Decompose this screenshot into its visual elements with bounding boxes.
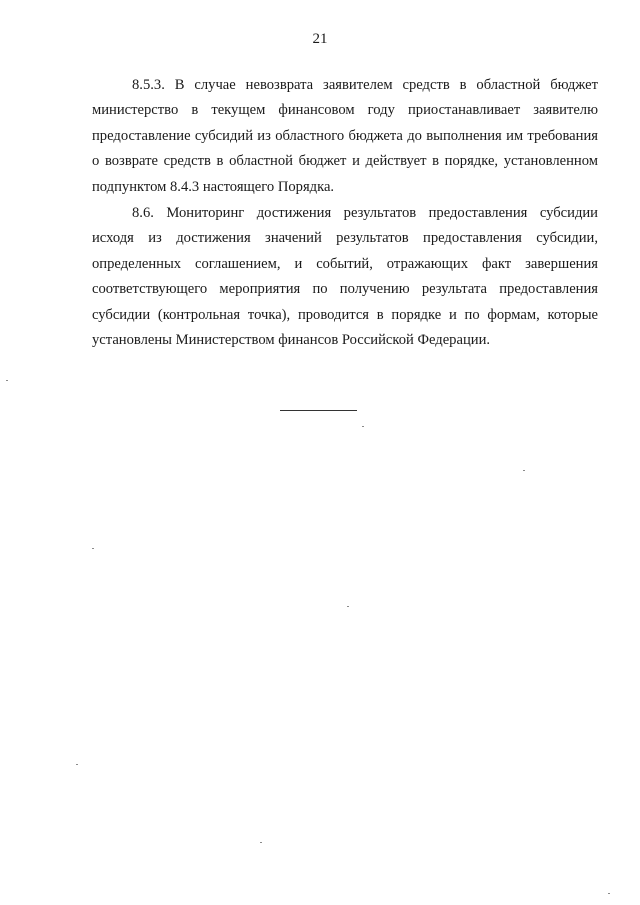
scan-speck: [6, 380, 8, 381]
scan-speck: [362, 426, 364, 427]
scan-speck: [523, 470, 525, 471]
page-number: 21: [312, 31, 328, 47]
end-of-document-rule: [280, 410, 357, 411]
scan-speck: [92, 548, 94, 549]
scan-speck: [347, 606, 349, 607]
scan-speck: [260, 842, 262, 843]
scan-speck: [76, 764, 78, 765]
paragraph-8-5-3: 8.5.3. В случае невозврата заявителем средств в областной бюджет министерство в текущем финансовом году приостанавливает заявителю предоставление субсидий из областного бюджета до выполнения им требования о возврате средств в областной бюджет и действует в порядке, установленном подпунктом 8.4.3 настоящего Порядка.: [92, 77, 598, 195]
paragraph-8-6: 8.6. Мониторинг достижения результатов предоставления субсидии исходя из достижения значений результатов предоставления субсидии, определенных соглашением, и событий, отражающих факт завершения соответствующего мероприятия по получению результата предоставления субсидии (контрольная точка), проводится в порядке и по формам, которые установлены Министерством финансов Российской Федерации.: [92, 205, 598, 349]
scan-speck: [608, 893, 610, 894]
